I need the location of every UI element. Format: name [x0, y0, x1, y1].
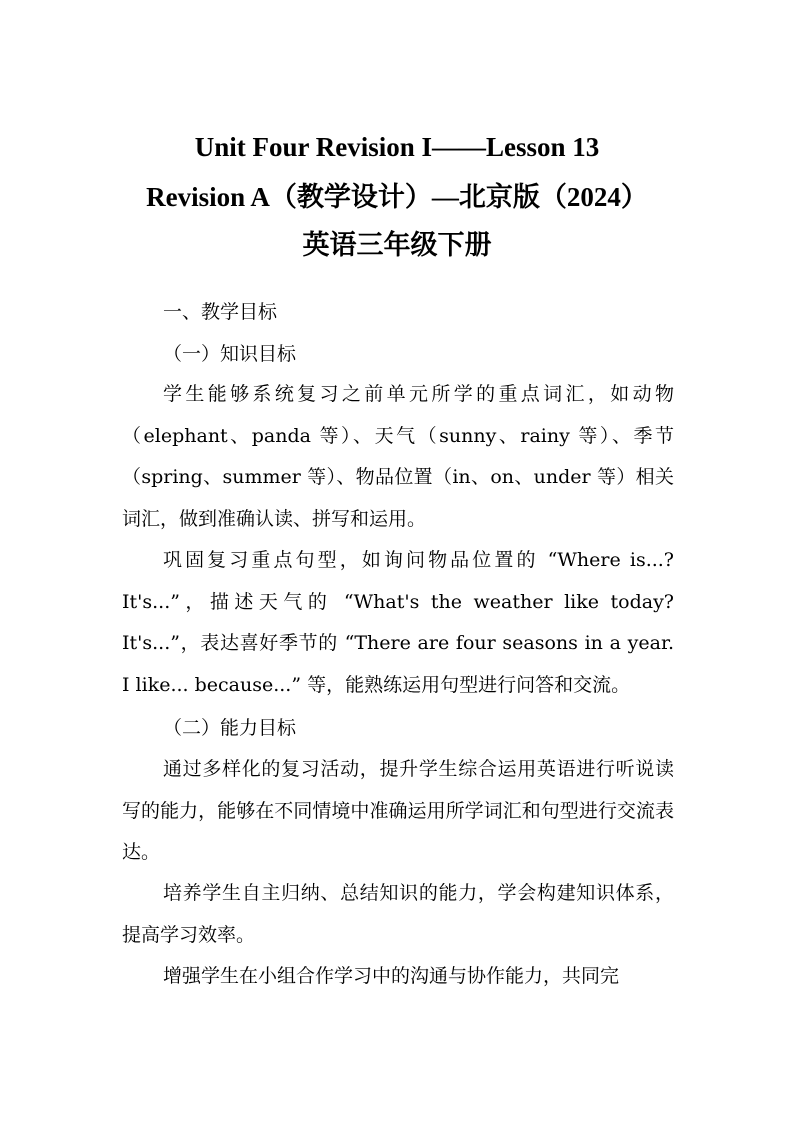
paragraph-comprehensive-skills: 通过多样化的复习活动，提升学生综合运用英语进行听说读写的能力，能够在不同情境中准确运用所学词汇和句型进行交流表达。	[122, 758, 674, 864]
subsection-heading-ability-objectives: （二）能力目标	[163, 717, 297, 739]
document-title-line-2: Revision A（教学设计）—北京版（2024）	[146, 182, 648, 212]
subsection-heading-knowledge-objectives: （一）知识目标	[163, 343, 297, 365]
paragraph-group-cooperation: 增强学生在小组合作学习中的沟通与协作能力，共同完	[163, 965, 620, 987]
paragraph-sentence-patterns: 巩固复习重点句型，如询问物品位置的 “Where is...? It's...”，描述天气的 “What's the weather like today? It's...”，表达喜好季节的 “There are four seasons in a year. I like... because...” 等，能熟练运用句型进行问答和交流。	[122, 549, 674, 697]
document-title-line-1: Unit Four Revision I——Lesson 13	[194, 132, 600, 162]
paragraph-self-summarizing: 培养学生自主归纳、总结知识的能力，学会构建知识体系，提高学习效率。	[122, 882, 674, 946]
paragraph-vocabulary-review: 学生能够系统复习之前单元所学的重点词汇，如动物（elephant、panda 等）、天气（sunny、rainy 等）、季节（spring、summer 等）、物品位置（in、on、under 等）相关词汇，做到准确认读、拼写和运用。	[122, 383, 674, 531]
document-title-line-3: 英语三年级下册	[302, 230, 492, 260]
section-heading-teaching-objectives: 一、教学目标	[163, 301, 278, 323]
